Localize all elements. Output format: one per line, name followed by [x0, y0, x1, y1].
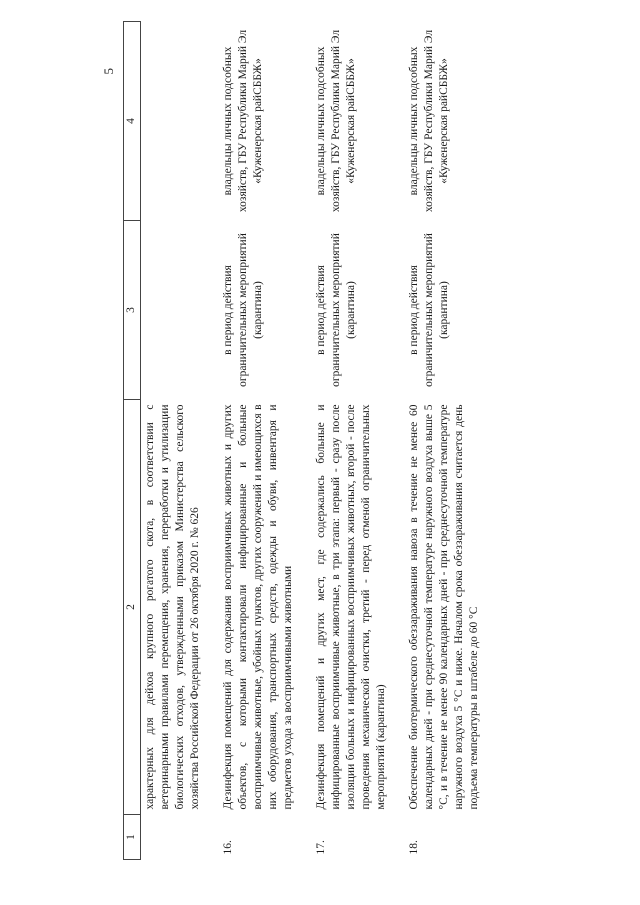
row-number — [141, 815, 220, 860]
rotated-content — [93, 29, 563, 860]
measure-text: характерных для дейхоа крупного рогатого скота, в соответствии с ветеринарными правилами перемещения, хранения, переработки и утилизации биологических отходов, утвержденными приказом Министерства сельского хозяйства Российской Федерации от 26 октября 2020 г. № 626 — [144, 404, 201, 810]
measures-table — [123, 21, 498, 860]
row-number: 16. — [222, 840, 234, 855]
table-row — [219, 22, 312, 860]
header-col-3: 3 — [124, 221, 141, 400]
measure-period: в период действия ограничительных мероприятий (карантина) — [315, 233, 357, 387]
page-number: 5 — [101, 68, 116, 75]
header-col-2: 2 — [124, 400, 141, 815]
measure-responsible: владельцы личных подсобных хозяйств, ГБУ Республики Марий Эл «Куженерская райСББЖ» — [408, 29, 450, 213]
header-col-4: 4 — [124, 22, 141, 221]
measure-text: Дезинфекция помещений и других мест, где содержались больные и инфицированные восприимчивые животные, в три этапа: первый - сразу после изоляции больных и инфицированных восприимчивых животных, второй - после проведения механической очистки, третий - перед отменой ограничительных мероприятий (карантина) — [315, 404, 387, 810]
landscape-sheet — [93, 29, 563, 860]
table-row — [141, 22, 220, 860]
table-row — [405, 22, 498, 860]
measure-text: Обеспечение биотермического обеззараживания навоза в течение не менее 60 календарных дней - при среднесуточной температуре наружного воздуха выше 5 °С, и в течение не менее 90 календарных дней - при среднесуточной температуре наружного воздуха 5 °С и ниже. Началом срока обеззараживания считается день подъема температуры в штабеле до 60 °С — [408, 404, 480, 810]
row-number: 18. — [408, 840, 420, 855]
measure-responsible: владельцы личных подсобных хозяйств, ГБУ Республики Марий Эл «Куженерская райСББЖ» — [315, 29, 357, 213]
header-row — [124, 22, 141, 860]
measure-period — [141, 221, 220, 400]
measure-period: в период действия ограничительных мероприятий (карантина) — [408, 233, 450, 387]
measure-responsible: владельцы личных подсобных хозяйств, ГБУ Республики Марий Эл «Куженерская райСББЖ» — [222, 29, 264, 213]
measure-responsible — [141, 22, 220, 221]
measure-text: Дезинфекция помещений для содержания восприимчивых животных и других объектов, с которыми контактировали инфицированные и больные восприимчивые животные, убойных пунктов, других сооружений и имеющихся в них оборудования, транспортных средств, одежды и обуви, инвентаря и предметов ухода за восприимчивыми животными — [222, 404, 294, 810]
header-col-1: 1 — [124, 815, 141, 860]
table-row — [312, 22, 405, 860]
row-number: 17. — [315, 840, 327, 855]
measure-period: в период действия ограничительных мероприятий (карантина) — [222, 233, 264, 387]
